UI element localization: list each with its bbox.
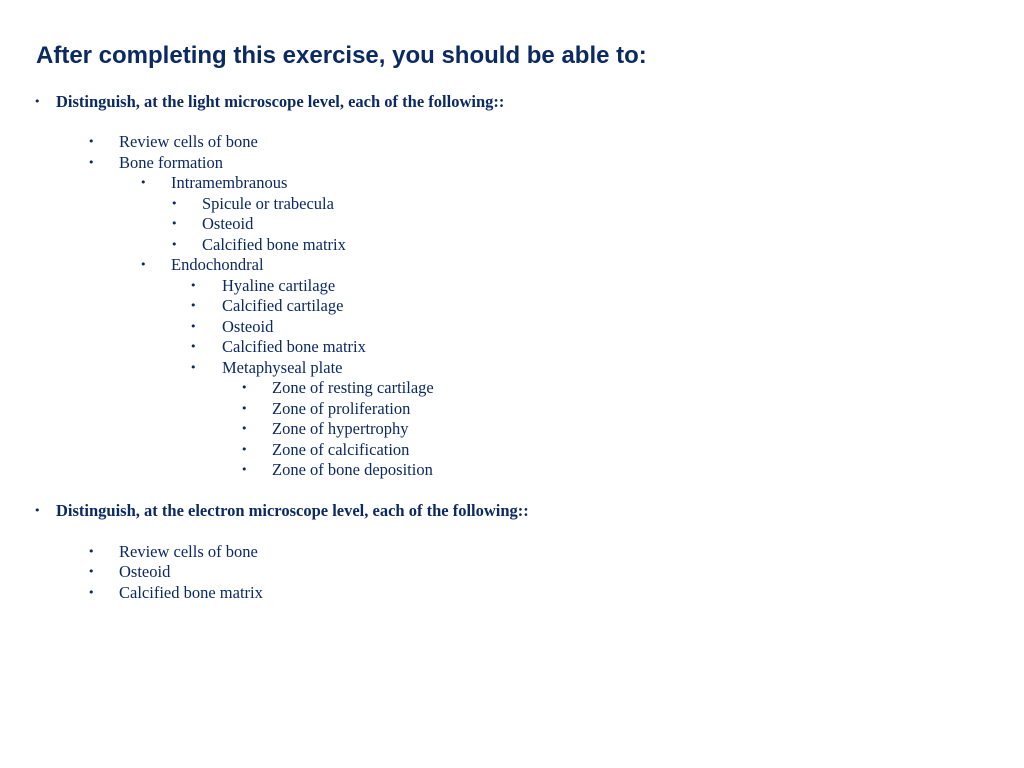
list-item-text: Hyaline cartilage [222, 276, 336, 295]
list-item-text: Spicule or trabecula [202, 194, 334, 213]
list-item-text: Zone of resting cartilage [272, 378, 434, 397]
list-item-text: Calcified bone matrix [202, 235, 346, 254]
bullet-icon: • [88, 545, 95, 558]
list-item-text: Zone of hypertrophy [272, 419, 409, 438]
bullet-icon: • [190, 279, 197, 292]
list-item-text: Intramembranous [171, 173, 288, 192]
bullet-icon: • [241, 402, 248, 415]
list-item-text: Review cells of bone [119, 542, 258, 561]
list-item-text: Endochondral [171, 255, 264, 274]
bullet-icon: • [88, 565, 95, 578]
bullet-icon: • [171, 217, 178, 230]
list-item-text: Zone of bone deposition [272, 460, 433, 479]
bullet-icon: • [241, 443, 248, 456]
list-item-text: Osteoid [119, 562, 171, 581]
bullet-icon: • [88, 135, 95, 148]
bullet-icon: • [34, 504, 41, 517]
list-item-text: Calcified bone matrix [222, 337, 366, 356]
list-item-text: Osteoid [222, 317, 274, 336]
bullet-icon: • [140, 176, 147, 189]
bullet-icon: • [88, 156, 95, 169]
section-heading-text: Distinguish, at the electron microscope level, each of the following:: [56, 501, 529, 520]
bullet-icon: • [190, 320, 197, 333]
section-heading-text: Distinguish, at the light microscope level, each of the following:: [56, 92, 505, 111]
bullet-icon: • [190, 299, 197, 312]
list-item-text: Zone of calcification [272, 440, 410, 459]
list-item-text: Calcified bone matrix [119, 583, 263, 602]
bullet-icon: • [241, 422, 248, 435]
list-item-text: Calcified cartilage [222, 296, 344, 315]
bullet-icon: • [190, 361, 197, 374]
bullet-icon: • [190, 340, 197, 353]
list-item-text: Metaphyseal plate [222, 358, 343, 377]
slide-title: After completing this exercise, you should be able to: [36, 42, 647, 69]
bullet-icon: • [171, 238, 178, 251]
bullet-icon: • [140, 258, 147, 271]
list-item-text: Bone formation [119, 153, 224, 172]
list-item-text: Osteoid [202, 214, 254, 233]
bullet-icon: • [171, 197, 178, 210]
bullet-icon: • [88, 586, 95, 599]
bullet-icon: • [34, 95, 41, 108]
list-item-text: Review cells of bone [119, 132, 258, 151]
list-item-text: Zone of proliferation [272, 399, 411, 418]
bullet-icon: • [241, 463, 248, 476]
bullet-icon: • [241, 381, 248, 394]
